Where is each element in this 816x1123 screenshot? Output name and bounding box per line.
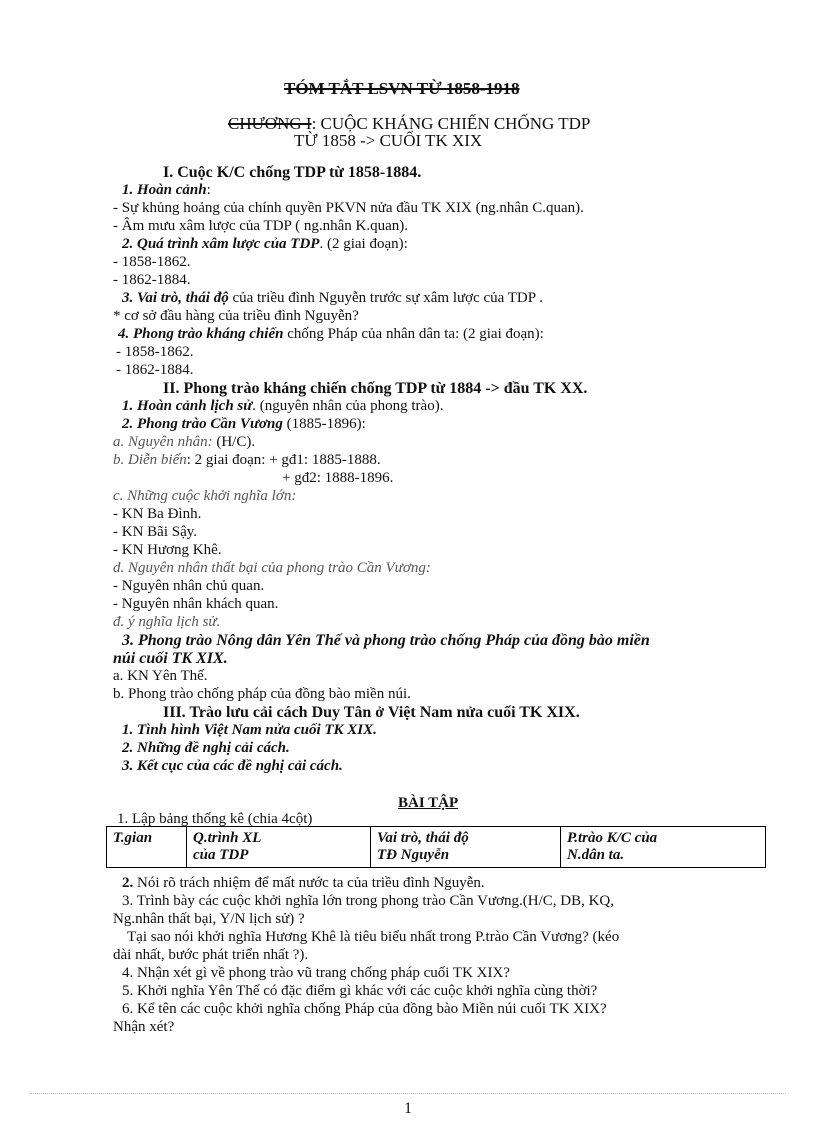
exercise-6: 6. Kể tên các cuộc khởi nghĩa chống Pháp của đồng bào Miền núi cuối TK XIX? — [122, 1001, 607, 1017]
subheading: 2. Quá trình xâm lược của TDP. (2 giai đoạn): — [122, 236, 408, 252]
subheading: 1. Hoàn cảnh lịch sử. (nguyên nhân của phong trào). — [122, 398, 444, 414]
text-line: a. Nguyên nhân: (H/C). — [113, 434, 256, 450]
text-line: - Âm mưu xâm lược của TDP ( ng.nhân K.quan). — [113, 218, 408, 234]
text-line: b. Phong trào chống pháp của đồng bào miền núi. — [113, 686, 411, 702]
statistics-table — [106, 826, 766, 868]
text-line: - 1858-1862. — [113, 254, 191, 270]
exercise-1: 1. Lập bảng thống kê (chia 4cột) — [117, 811, 313, 827]
table-header-cell: Vai trò, thái độ TĐ Nguyễn — [371, 827, 561, 867]
subheading: 3. Vai trò, thái độ của triều đình Nguyễn trước sự xâm lược của TDP . — [122, 290, 544, 306]
text-line: b. Diễn biến: 2 giai đoạn: + gđ1: 1885-1888. — [113, 452, 381, 468]
chapter-title-line2: TỪ 1858 -> CUỐI TK XIX — [294, 131, 483, 150]
chapter-title-line1: : CUỘC KHÁNG CHIẾN CHỐNG TDP — [311, 114, 591, 133]
page-number: 1 — [404, 1100, 412, 1117]
subheading: núi cuối TK XIX. — [113, 650, 228, 667]
text-line: - KN Ba Đình. — [113, 506, 202, 522]
text-line: - KN Bãi Sậy. — [113, 524, 198, 540]
text-line: + gđ2: 1888-1896. — [282, 470, 394, 486]
text-line: - Nguyên nhân khách quan. — [113, 596, 279, 612]
subheading: 4. Phong trào kháng chiến chống Pháp của nhân dân ta: (2 giai đoạn): — [118, 326, 544, 342]
text-line: - 1858-1862. — [116, 344, 194, 360]
table-header-cell: Q.trình XL của TDP — [187, 827, 371, 867]
footer-divider — [30, 1093, 786, 1094]
table-header-cell: T.gian — [107, 827, 187, 867]
table-header-cell: P.trào K/C của N.dân ta. — [567, 830, 658, 863]
exercise-2: 2. Nói rõ trách nhiệm để mất nước ta của triều đình Nguyễn. — [122, 875, 485, 891]
exercise-3-extra-cont: dài nhất, bước phát triển nhất ?). — [113, 947, 309, 963]
text-line: - 1862-1884. — [113, 272, 191, 288]
page-title: TÓM TẮT LSVN TỪ 1858-1918 — [284, 79, 520, 98]
section-heading-3: III. Trào lưu cải cách Duy Tân ở Việt Nam nửa cuối TK XIX. — [163, 704, 580, 721]
text-line: - Nguyên nhân chủ quan. — [113, 578, 265, 594]
subheading: 2. Phong trào Cần Vương (1885-1896): — [122, 416, 366, 432]
chapter-label: CHƯƠNG I — [228, 114, 312, 133]
exercise-5: 5. Khởi nghĩa Yên Thế có đặc điểm gì khác với các cuộc khởi nghĩa cùng thời? — [122, 983, 598, 999]
subheading: 2. Những đề nghị cải cách. — [122, 740, 290, 756]
chapter-heading — [228, 115, 590, 132]
text-line: a. KN Yên Thế. — [113, 668, 208, 684]
text-line: - 1862-1884. — [116, 362, 194, 378]
section-heading-2: II. Phong trào kháng chiến chống TDP từ 1884 -> đầu TK XX. — [163, 380, 588, 397]
exercise-3-cont: Ng.nhân thất bại, Y/N lịch sử) ? — [113, 911, 305, 927]
subheading: 3. Kết cục của các đề nghị cải cách. — [122, 758, 343, 774]
subheading: 1. Hoàn cảnh: — [122, 182, 211, 198]
exercises-heading: BÀI TẬP — [398, 795, 459, 811]
section-heading-1: I. Cuộc K/C chống TDP từ 1858-1884. — [163, 164, 422, 181]
exercise-4: 4. Nhận xét gì về phong trào vũ trang chống pháp cuối TK XIX? — [122, 965, 510, 981]
subheading: 3. Phong trào Nông dân Yên Thế và phong trào chống Pháp của đồng bào miền — [122, 632, 650, 649]
text-line: đ. ý nghĩa lịch sử. — [113, 614, 221, 630]
text-line: * cơ sở đầu hàng của triều đình Nguyễn? — [113, 308, 359, 324]
text-line: - KN Hương Khê. — [113, 542, 222, 558]
exercise-6-cont: Nhận xét? — [113, 1019, 175, 1035]
exercise-3-extra: Tại sao nói khởi nghĩa Hương Khê là tiêu biểu nhất trong P.trào Cần Vương? (kéo — [127, 929, 620, 945]
text-line: d. Nguyên nhân thất bại của phong trào Cần Vương: — [113, 560, 431, 576]
subheading: 1. Tình hình Việt Nam nửa cuối TK XIX. — [122, 722, 377, 738]
exercise-3: 3. Trình bày các cuộc khởi nghĩa lớn trong phong trào Cần Vương.(H/C, DB, KQ, — [122, 893, 615, 909]
text-line: c. Những cuộc khởi nghĩa lớn: — [113, 488, 297, 504]
text-line: - Sự khủng hoảng của chính quyền PKVN nửa đầu TK XIX (ng.nhân C.quan). — [113, 200, 584, 216]
